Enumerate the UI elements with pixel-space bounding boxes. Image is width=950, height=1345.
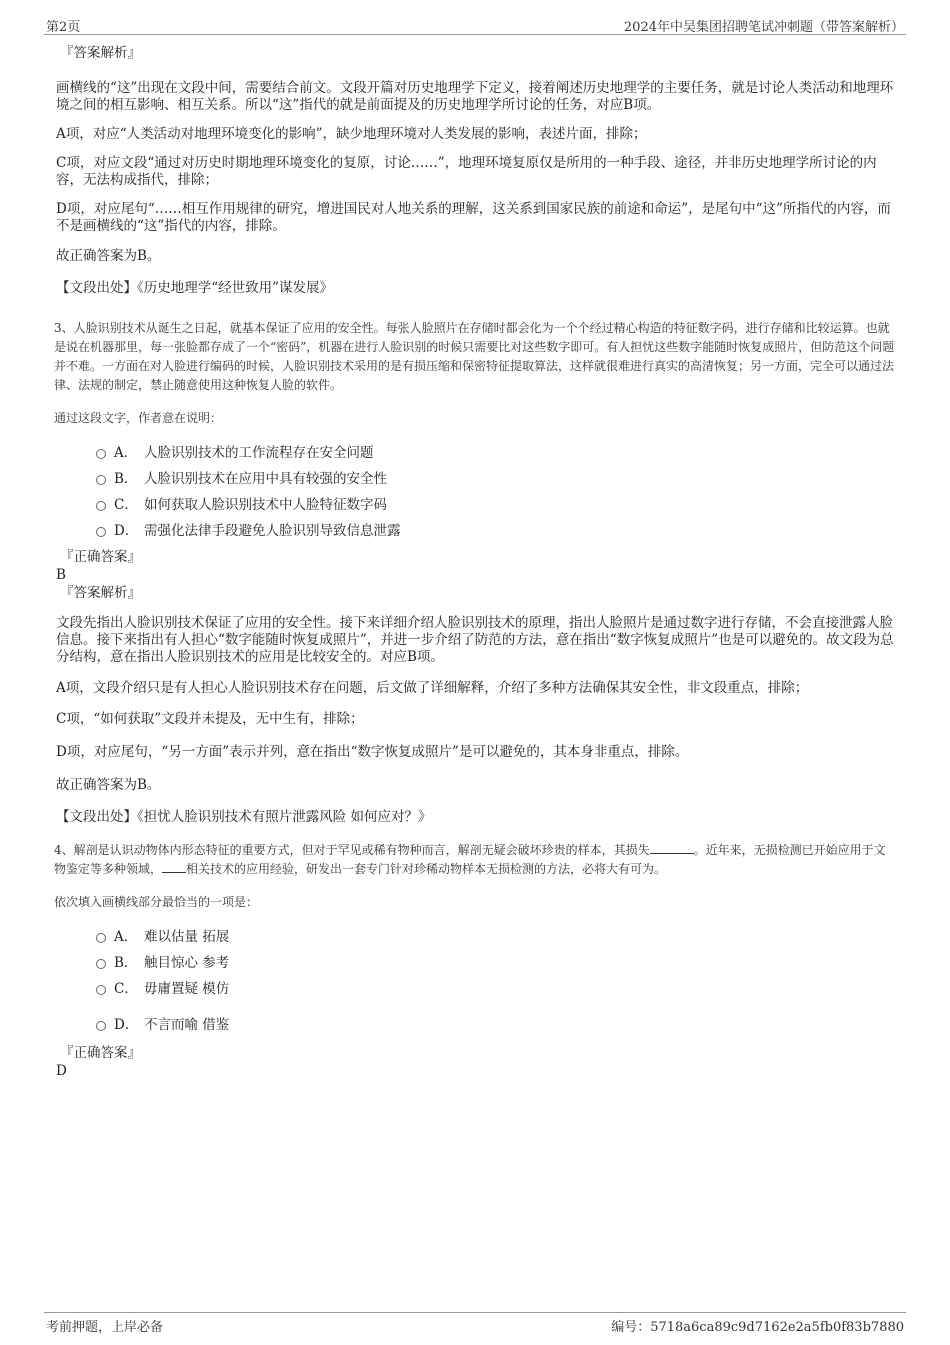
q3-question: 通过这段文字，作者意在说明：	[54, 411, 223, 425]
q3-analysis-para-3: C项，“如何获取”文段并未提及，无中生有，排除；	[56, 711, 364, 727]
option-text: 不言而喻 借鉴	[144, 1017, 230, 1033]
option-letter: B．	[114, 955, 138, 971]
q3-answer-label: 『正确答案』	[60, 549, 141, 565]
q4-option-d[interactable]	[96, 1012, 896, 1038]
q3-stem: 3、人脸识别技术从诞生之日起，就基本保证了应用的安全性。每张人脸照片在存储时都会化为一个个经过精心构造的特征数字码，进行存储和比较运算。也就是说在机器那里，每一张脸都存成了一个“密码”，机器在进行人脸识别的时候只需要比对这些数字即可。有人担忧这些数字能随时恢复成照片，但防范这个问题并不难。一方面在对人脸进行编码的时候，人脸识别技术采用的是有损压缩和保密特征提取算法，这样就很难进行真实的高清恢复；另一方面，完全可以通过法律、法规的制定，禁止随意使用这种恢复人脸的软件。	[54, 321, 895, 392]
radio-icon[interactable]	[96, 1021, 106, 1031]
q4-stem-part-3: 相关技术的应用经验，研发出一套专门针对珍稀动物样本无损检测的方法，必将大有可为。	[186, 862, 667, 876]
document-title: 2024年中吴集团招聘笔试冲刺题（带答案解析）	[623, 20, 904, 35]
q4-answer-label: 『正确答案』	[60, 1045, 141, 1061]
q3-analysis-para-1: 文段先指出人脸识别技术保证了应用的安全性。接下来详细介绍人脸识别技术的原理，指出人脸照片是通过数字进行存储，不会直接泄露人脸信息。接下来指出有人担心“数字能随时恢复成照片”，并进一步介绍了防范的方法，意在指出“数字恢复成照片”也是可以避免的。故文段为总分结构，意在指出人脸识别技术的应用是比较安全的。对应B项。	[56, 615, 894, 665]
option-text: 毋庸置疑 模仿	[144, 981, 230, 997]
q3-option-a[interactable]	[96, 440, 896, 466]
q2-analysis-para-2: A项，对应“人类活动对地理环境变化的影响”，缺少地理环境对人类发展的影响，表述片面，排除；	[56, 126, 647, 142]
option-text: 如何获取人脸识别技术中人脸特征数字码	[144, 497, 387, 513]
q3-option-c[interactable]	[96, 492, 896, 518]
q3-analysis-label: 『答案解析』	[60, 585, 141, 601]
radio-icon[interactable]	[96, 475, 106, 485]
q2-analysis-para-3: C项，对应文段“通过对历史时期地理环境变化的复原，讨论……”，地理环境复原仅是所用的一种手段、途径，并非历史地理学所讨论的内容，无法构成指代，排除；	[56, 155, 877, 188]
q3-conclusion: 故正确答案为B。	[56, 777, 161, 793]
q2-source: 【文段出处】《历史地理学“经世致用”谋发展》	[56, 280, 334, 296]
option-letter: C．	[114, 497, 138, 513]
option-letter: B．	[114, 471, 138, 487]
q3-analysis-para-2: A项，文段介绍只是有人担心人脸识别技术存在问题，后文做了详细解释，介绍了多种方法确保其安全性，非文段重点，排除；	[56, 680, 809, 696]
q4-question: 依次填入画横线部分最恰当的一项是：	[54, 895, 259, 909]
q2-analysis-para-4: D项，对应尾句“……相互作用规律的研究，增进国民对人地关系的理解，这关系到国家民族的前途和命运”，是尾句中“这”所指代的内容，而不是画横线的“这”指代的内容，排除。	[56, 201, 891, 234]
q2-conclusion: 故正确答案为B。	[56, 248, 161, 264]
q4-option-b[interactable]	[96, 950, 896, 976]
radio-icon[interactable]	[96, 527, 106, 537]
q3-option-b[interactable]	[96, 466, 896, 492]
q4-option-c[interactable]	[96, 976, 896, 1002]
option-letter: A．	[114, 445, 138, 461]
fill-blank-1	[650, 841, 694, 854]
page-content	[56, 44, 896, 1080]
q4-stem-part-1: 4、解剖是认识动物体内形态特征的重要方式，但对于罕见或稀有物种而言，解剖无疑会破坏珍贵的样本，其损失	[54, 843, 650, 857]
q4-stem-part-2: 。近年来，无损检测已开始应用于文物鉴定等多种领域，	[54, 843, 886, 876]
option-text: 触目惊心 参考	[144, 955, 230, 971]
option-text: 难以估量 拓展	[144, 929, 230, 945]
radio-icon[interactable]	[96, 933, 106, 943]
option-text: 人脸识别技术在应用中具有较强的安全性	[144, 471, 387, 487]
option-text: 需强化法律手段避免人脸识别导致信息泄露	[144, 523, 401, 539]
q4-answer: D	[56, 1063, 67, 1079]
document-code: 编号：5718a6ca89c9d7162e2a5fb0f83b7880	[611, 1320, 904, 1335]
option-letter: D．	[114, 1017, 139, 1033]
radio-icon[interactable]	[96, 449, 106, 459]
radio-icon[interactable]	[96, 501, 106, 511]
q3-analysis-para-4: D项，对应尾句，“另一方面”表示并列，意在指出“数字恢复成照片”是可以避免的，其本身非重点，排除。	[56, 744, 689, 760]
q4-options	[96, 924, 896, 1038]
option-letter: D．	[114, 523, 139, 539]
fill-blank-2	[162, 860, 186, 873]
page-footer	[44, 1312, 906, 1333]
q2-analysis-label: 『答案解析』	[60, 45, 141, 61]
radio-icon[interactable]	[96, 959, 106, 969]
footer-slogan: 考前押题，上岸必备	[46, 1320, 164, 1335]
q2-analysis-para-1: 画横线的“这”出现在文段中间，需要结合前文。文段开篇对历史地理学下定义，接着阐述历史地理学的主要任务，就是讨论人类活动和地理环境之间的相互影响、相互关系。所以“这”指代的就是前面提及的历史地理学所讨论的任务，对应B项。	[56, 80, 894, 113]
option-letter: A．	[114, 929, 138, 945]
q3-option-d[interactable]	[96, 518, 896, 544]
page-header	[44, 14, 906, 35]
q3-source: 【文段出处】《担忧人脸识别技术有照片泄露风险 如何应对？》	[56, 809, 432, 825]
option-letter: C．	[114, 981, 138, 997]
q3-options	[96, 440, 896, 544]
q3-answer: B	[56, 567, 66, 583]
q4-option-a[interactable]	[96, 924, 896, 950]
q4-stem	[54, 841, 896, 879]
page-number: 第2页	[46, 20, 81, 35]
radio-icon[interactable]	[96, 985, 106, 995]
option-text: 人脸识别技术的工作流程存在安全问题	[144, 445, 374, 461]
